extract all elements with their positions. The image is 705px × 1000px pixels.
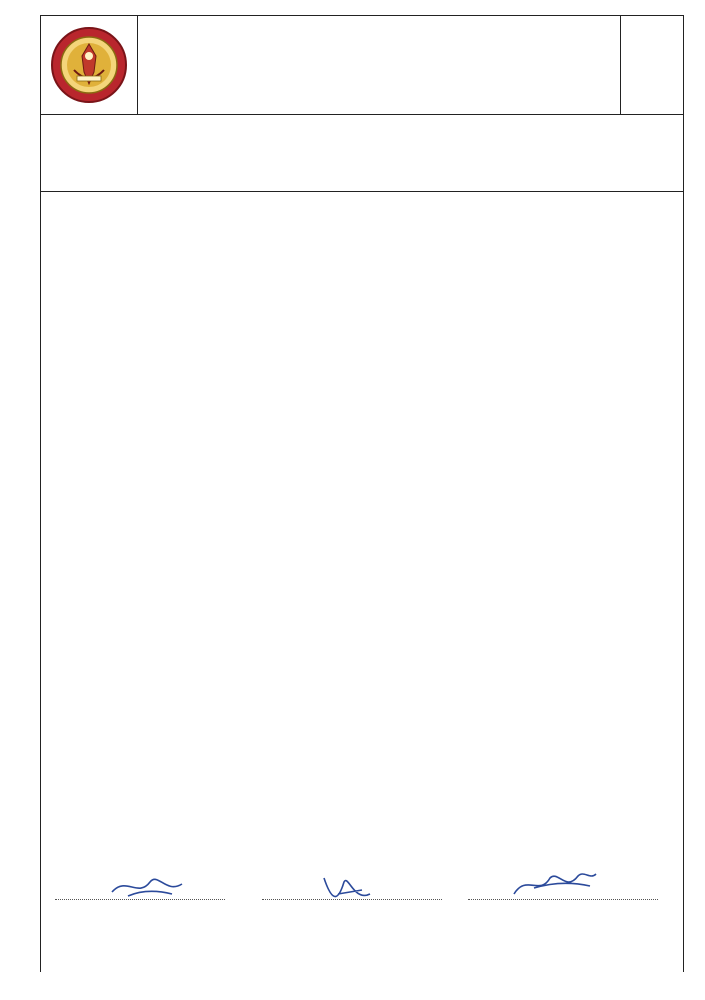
- equipment-name-line: [48, 141, 86, 155]
- signature-line: [55, 899, 225, 900]
- budget-year-line: [137, 79, 620, 99]
- signature-block-1: [55, 899, 225, 908]
- title-cell: [137, 16, 621, 114]
- signature-block-2: [262, 899, 442, 908]
- signature-1-icon: [108, 870, 188, 902]
- signature-line: [468, 899, 658, 900]
- spec-body: [40, 192, 684, 972]
- vocational-education-seal-icon: [50, 26, 128, 104]
- equipment-code-line: [48, 119, 56, 133]
- page-number-cell: [620, 16, 683, 114]
- logo-cell: [41, 16, 138, 114]
- signature-line: [262, 899, 442, 900]
- signature-block-3: [468, 899, 658, 908]
- equipment-info: [40, 115, 684, 192]
- document-header: [40, 15, 684, 115]
- signature-3-icon: [510, 866, 600, 902]
- section-2-3-heading: [50, 547, 100, 561]
